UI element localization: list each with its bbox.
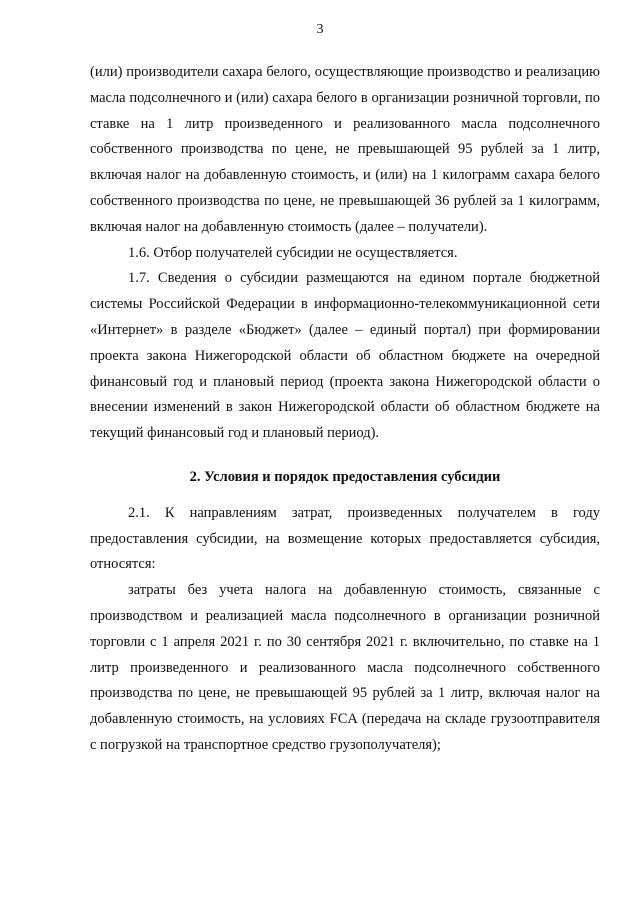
paragraph-2-1: 2.1. К направлениям затрат, произведенных получателем в году предоставления субсидии, на возмещение которых предоставляется субсидия, относятся: [90,504,600,573]
section-heading: 2. Условия и порядок предоставления субсидии [189,468,501,485]
page-number: 3 [316,22,324,37]
paragraph-costs-oil: затраты без учета налога на добавленную стоимость, связанные с производством и реализацией масла подсолнечного в организации розничной торговли с 1 апреля 2021 г. по 30 сентября 2021 г. включительно, по ставке на 1 литр произведенного и реализованного масла подсолнечного собственного производства по цене, не превышающей 95 рублей за 1 литр, включая налог на добавленную стоимость, на условиях FCA (передача на складе грузоотправителя с погрузкой на транспортное средство грузополучателя); [90,582,600,753]
document-body [90,60,600,759]
paragraph-recipients-continuation: (или) производители сахара белого, осуществляющие производство и реализацию масла подсолнечного и (или) сахара белого в организации розничной торговли, по ставке на 1 литр произведенного и реализованного масла подсолнечного собственного производства по цене, не превышающей 95 рублей за 1 литр, включая налог на добавленную стоимость, и (или) на 1 килограмм сахара белого собственного производства по цене, не превышающей 36 рублей за 1 килограмм, включая налог на добавленную стоимость (далее – получатели). [90,64,600,235]
paragraph-1-7: 1.7. Сведения о субсидии размещаются на едином портале бюджетной системы Российской Федерации в информационно-телекоммуникационной сети «Интернет» в разделе «Бюджет» (далее – единый портал) при формировании проекта закона Нижегородской области об областном бюджете на очередной финансовый год и плановый период (проекта закона Нижегородской области о внесении изменений в закон Нижегородской области об областном бюджете на текущий финансовый год и плановый период). [90,270,600,442]
paragraph-1-6: 1.6. Отбор получателей субсидии не осуществляется. [128,244,458,261]
